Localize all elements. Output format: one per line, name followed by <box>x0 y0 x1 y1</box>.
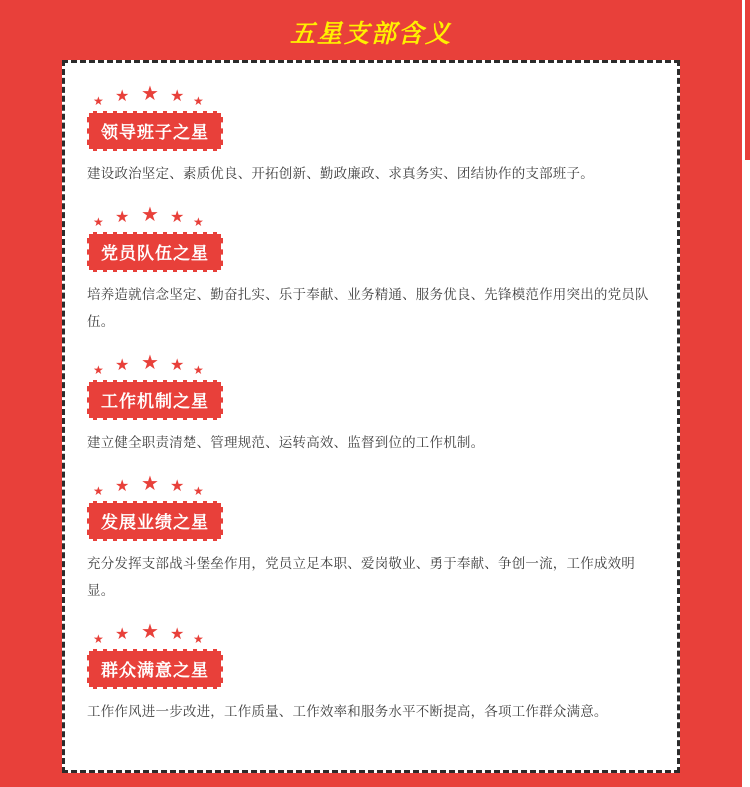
star-icon: ★ <box>193 484 204 498</box>
five-stars-group <box>93 352 655 378</box>
star-icon: ★ <box>115 476 130 495</box>
star-icon: ★ <box>141 471 159 495</box>
right-margin-strip <box>742 0 750 787</box>
star-icon: ★ <box>193 94 204 108</box>
section-description: 建立健全职责清楚、管理规范、运转高效、监督到位的工作机制。 <box>87 435 485 451</box>
section-item <box>87 204 655 336</box>
star-icon: ★ <box>141 202 159 226</box>
star-icon: ★ <box>170 355 185 374</box>
star-icon: ★ <box>115 207 130 226</box>
section-item <box>87 621 655 726</box>
star-icon: ★ <box>170 207 185 226</box>
star-icon: ★ <box>115 86 130 105</box>
star-icon: ★ <box>193 363 204 377</box>
star-icon: ★ <box>93 94 104 108</box>
section-description: 充分发挥支部战斗堡垒作用，党员立足本职、爱岗敬业、勇于奉献、争创一流，工作成效明显。 <box>87 556 635 599</box>
star-icon: ★ <box>141 619 159 643</box>
five-stars-group <box>93 83 655 109</box>
section-description: 培养造就信念坚定、勤奋扎实、乐于奉献、业务精通、服务优良、先锋模范作用突出的党员队伍。 <box>87 287 649 330</box>
section-description: 工作作风进一步改进，工作质量、工作效率和服务水平不断提高，各项工作群众满意。 <box>87 704 608 720</box>
section-badge: 党员队伍之星 <box>87 232 223 272</box>
star-icon: ★ <box>193 215 204 229</box>
section-item <box>87 473 655 605</box>
five-stars-group <box>93 621 655 647</box>
star-icon: ★ <box>93 363 104 377</box>
section-badge: 发展业绩之星 <box>87 501 223 541</box>
five-stars-group <box>93 473 655 499</box>
star-icon: ★ <box>170 86 185 105</box>
section-item <box>87 83 655 188</box>
star-icon: ★ <box>93 215 104 229</box>
star-icon: ★ <box>115 624 130 643</box>
section-item <box>87 352 655 457</box>
section-badge: 群众满意之星 <box>87 649 223 689</box>
star-icon: ★ <box>141 350 159 374</box>
star-icon: ★ <box>170 476 185 495</box>
star-icon: ★ <box>141 81 159 105</box>
star-icon: ★ <box>193 632 204 646</box>
section-badge: 领导班子之星 <box>87 111 223 151</box>
star-icon: ★ <box>170 624 185 643</box>
right-margin-accent <box>745 0 750 160</box>
star-icon: ★ <box>115 355 130 374</box>
content-card-inner <box>65 63 677 770</box>
section-badge: 工作机制之星 <box>87 380 223 420</box>
star-icon: ★ <box>93 632 104 646</box>
page-title: 五星支部含义 <box>289 19 452 48</box>
five-stars-group <box>93 204 655 230</box>
section-description: 建设政治坚定、素质优良、开拓创新、勤政廉政、求真务实、团结协作的支部班子。 <box>87 166 594 182</box>
star-icon: ★ <box>93 484 104 498</box>
content-card <box>62 60 680 773</box>
